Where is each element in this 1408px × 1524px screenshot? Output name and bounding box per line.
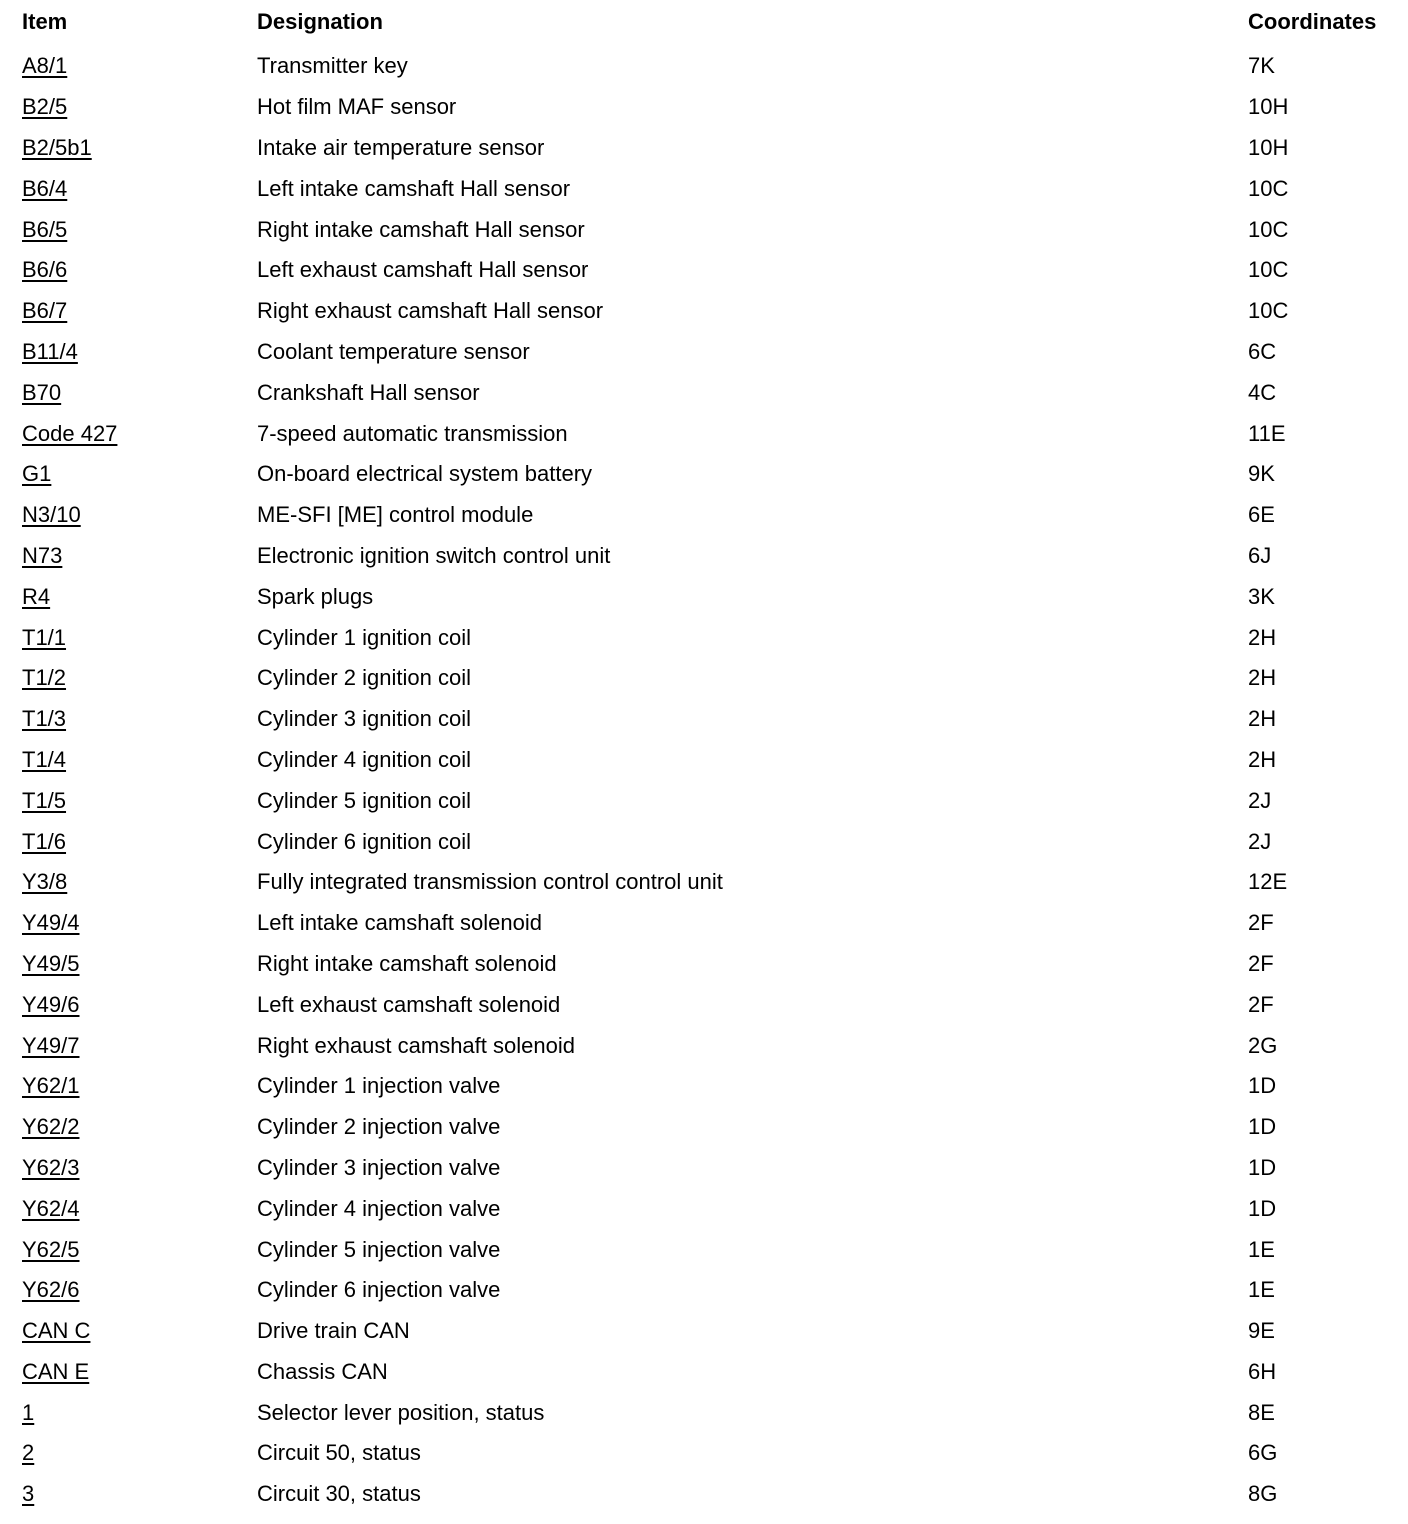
coordinates-cell: 6C bbox=[1248, 338, 1277, 364]
table-row bbox=[0, 332, 1408, 373]
item-link[interactable]: B6/6 bbox=[22, 257, 68, 283]
item-cell bbox=[0, 168, 257, 209]
table-row bbox=[0, 1474, 1408, 1515]
item-link[interactable]: 2 bbox=[22, 1440, 35, 1466]
item-cell bbox=[0, 1392, 257, 1433]
item-link[interactable]: N73 bbox=[22, 542, 63, 568]
designation-cell: Left intake camshaft solenoid bbox=[257, 910, 542, 936]
coordinates-cell: 3K bbox=[1248, 583, 1275, 609]
item-link[interactable]: B6/4 bbox=[22, 175, 68, 201]
item-cell bbox=[0, 821, 257, 862]
coordinates-cell: 6J bbox=[1248, 542, 1272, 568]
table-row bbox=[0, 780, 1408, 821]
table-row bbox=[0, 495, 1408, 536]
item-cell bbox=[0, 46, 257, 87]
coordinates-cell: 10C bbox=[1248, 298, 1289, 324]
coordinates-cell: 6H bbox=[1248, 1358, 1277, 1384]
coordinates-cell: 2G bbox=[1248, 1032, 1278, 1058]
table-row bbox=[0, 1188, 1408, 1229]
item-link[interactable]: A8/1 bbox=[22, 53, 68, 79]
item-cell bbox=[0, 413, 257, 454]
item-link[interactable]: T1/5 bbox=[22, 787, 67, 813]
table-row bbox=[0, 1352, 1408, 1393]
coordinates-cell: 10H bbox=[1248, 94, 1289, 120]
item-link[interactable]: B70 bbox=[22, 379, 62, 405]
item-link[interactable]: Y62/3 bbox=[22, 1154, 80, 1180]
item-link[interactable]: B6/7 bbox=[22, 298, 68, 324]
table-row bbox=[0, 944, 1408, 985]
coordinates-cell: 10C bbox=[1248, 257, 1289, 283]
designation-cell: Circuit 30, status bbox=[257, 1481, 421, 1507]
designation-cell: Selector lever position, status bbox=[257, 1399, 545, 1425]
item-link[interactable]: N3/10 bbox=[22, 502, 81, 528]
coordinates-cell: 1D bbox=[1248, 1154, 1277, 1180]
header-coordinates: Coordinates bbox=[1248, 9, 1377, 34]
item-cell bbox=[0, 617, 257, 658]
designation-cell: Cylinder 4 injection valve bbox=[257, 1195, 501, 1221]
designation-cell: Cylinder 6 injection valve bbox=[257, 1277, 501, 1303]
table-row bbox=[0, 413, 1408, 454]
coordinates-cell: 1E bbox=[1248, 1236, 1275, 1262]
item-cell bbox=[0, 372, 257, 413]
item-link[interactable]: Y49/6 bbox=[22, 991, 80, 1017]
item-cell bbox=[0, 780, 257, 821]
item-link[interactable]: T1/1 bbox=[22, 624, 67, 650]
item-link[interactable]: G1 bbox=[22, 461, 52, 487]
item-link[interactable]: Y62/6 bbox=[22, 1277, 80, 1303]
item-link[interactable]: Y62/4 bbox=[22, 1195, 80, 1221]
table-row bbox=[0, 576, 1408, 617]
header-designation: Designation bbox=[257, 9, 383, 34]
item-cell bbox=[0, 495, 257, 536]
item-link[interactable]: Y3/8 bbox=[22, 869, 68, 895]
item-cell bbox=[0, 862, 257, 903]
coordinates-cell: 2F bbox=[1248, 950, 1274, 976]
item-cell bbox=[0, 699, 257, 740]
coordinates-cell: 10C bbox=[1248, 175, 1289, 201]
item-cell bbox=[0, 536, 257, 577]
table-row bbox=[0, 1229, 1408, 1270]
table-row bbox=[0, 1107, 1408, 1148]
item-cell bbox=[0, 984, 257, 1025]
table-row bbox=[0, 1148, 1408, 1189]
coordinates-cell: 8E bbox=[1248, 1399, 1275, 1425]
table-row bbox=[0, 128, 1408, 169]
designation-cell: Cylinder 6 ignition coil bbox=[257, 828, 471, 854]
coordinates-cell: 2H bbox=[1248, 706, 1277, 732]
table-row bbox=[0, 984, 1408, 1025]
designation-cell: Cylinder 5 injection valve bbox=[257, 1236, 501, 1262]
designation-cell: Crankshaft Hall sensor bbox=[257, 379, 480, 405]
item-link[interactable]: B2/5 bbox=[22, 94, 68, 120]
coordinates-cell: 2F bbox=[1248, 991, 1274, 1017]
item-cell bbox=[0, 1352, 257, 1393]
table-row bbox=[0, 46, 1408, 87]
item-link[interactable]: 1 bbox=[22, 1399, 35, 1425]
table-row bbox=[0, 87, 1408, 128]
coordinates-cell: 10C bbox=[1248, 216, 1289, 242]
item-link[interactable]: T1/3 bbox=[22, 706, 67, 732]
coordinates-cell: 12E bbox=[1248, 869, 1288, 895]
designation-cell: Right exhaust camshaft solenoid bbox=[257, 1032, 575, 1058]
item-link[interactable]: Y62/1 bbox=[22, 1073, 80, 1099]
table-row bbox=[0, 740, 1408, 781]
item-cell bbox=[0, 1229, 257, 1270]
designation-cell: Spark plugs bbox=[257, 583, 374, 609]
designation-cell: Cylinder 5 ignition coil bbox=[257, 787, 471, 813]
table-row bbox=[0, 821, 1408, 862]
table-row bbox=[0, 903, 1408, 944]
coordinates-cell: 1D bbox=[1248, 1195, 1277, 1221]
item-cell bbox=[0, 250, 257, 291]
coordinates-cell: 9E bbox=[1248, 1318, 1275, 1344]
coordinates-cell: 7K bbox=[1248, 53, 1275, 79]
item-link[interactable]: T1/6 bbox=[22, 828, 67, 854]
designation-cell: 7-speed automatic transmission bbox=[257, 420, 568, 446]
table-row bbox=[0, 454, 1408, 495]
item-cell bbox=[0, 740, 257, 781]
item-link[interactable]: Y49/5 bbox=[22, 950, 80, 976]
designation-cell: Left exhaust camshaft Hall sensor bbox=[257, 257, 589, 283]
item-link[interactable]: T1/2 bbox=[22, 665, 67, 691]
item-link[interactable]: Y62/5 bbox=[22, 1236, 80, 1262]
designation-cell: Electronic ignition switch control unit bbox=[257, 542, 611, 568]
table-row bbox=[0, 1392, 1408, 1433]
table-row bbox=[0, 1270, 1408, 1311]
coordinates-cell: 2F bbox=[1248, 910, 1274, 936]
coordinates-cell: 2H bbox=[1248, 624, 1277, 650]
item-cell bbox=[0, 658, 257, 699]
item-cell bbox=[0, 209, 257, 250]
item-cell bbox=[0, 576, 257, 617]
item-link[interactable]: Y49/4 bbox=[22, 910, 80, 936]
table-row bbox=[0, 862, 1408, 903]
coordinates-cell: 1D bbox=[1248, 1073, 1277, 1099]
designation-cell: Fully integrated transmission control control unit bbox=[257, 869, 723, 895]
table-row bbox=[0, 1433, 1408, 1474]
table-row bbox=[0, 250, 1408, 291]
designation-cell: Right intake camshaft Hall sensor bbox=[257, 216, 585, 242]
item-link[interactable]: Y49/7 bbox=[22, 1032, 80, 1058]
table-row bbox=[0, 372, 1408, 413]
designation-cell: Left intake camshaft Hall sensor bbox=[257, 175, 571, 201]
item-link[interactable]: B2/5b1 bbox=[22, 134, 92, 160]
header-item: Item bbox=[22, 9, 68, 34]
designation-cell: Hot film MAF sensor bbox=[257, 94, 457, 120]
item-cell bbox=[0, 332, 257, 373]
designation-cell: Cylinder 2 ignition coil bbox=[257, 665, 471, 691]
coordinates-cell: 11E bbox=[1248, 420, 1286, 446]
coordinates-cell: 6G bbox=[1248, 1440, 1278, 1466]
designation-cell: Cylinder 2 injection valve bbox=[257, 1114, 501, 1140]
table-row bbox=[0, 1311, 1408, 1352]
header-row bbox=[0, 0, 1408, 46]
item-cell bbox=[0, 128, 257, 169]
designation-cell: Left exhaust camshaft solenoid bbox=[257, 991, 561, 1017]
coordinates-cell: 6E bbox=[1248, 502, 1275, 528]
table-row bbox=[0, 699, 1408, 740]
item-cell bbox=[0, 291, 257, 332]
coordinates-cell: 9K bbox=[1248, 461, 1275, 487]
table-row bbox=[0, 617, 1408, 658]
item-link[interactable]: B11/4 bbox=[22, 338, 78, 364]
table-row bbox=[0, 291, 1408, 332]
item-cell bbox=[0, 903, 257, 944]
designation-cell: Right exhaust camshaft Hall sensor bbox=[257, 298, 604, 324]
coordinates-cell: 1E bbox=[1248, 1277, 1275, 1303]
item-cell bbox=[0, 1270, 257, 1311]
designation-cell: Coolant temperature sensor bbox=[257, 338, 530, 364]
coordinates-cell: 2J bbox=[1248, 828, 1272, 854]
table-header bbox=[0, 0, 1408, 46]
item-link[interactable]: CAN E bbox=[22, 1358, 90, 1384]
coordinates-cell: 8G bbox=[1248, 1481, 1278, 1507]
item-link[interactable]: B6/5 bbox=[22, 216, 68, 242]
coordinates-cell: 2H bbox=[1248, 746, 1277, 772]
designation-cell: ME-SFI [ME] control module bbox=[257, 502, 534, 528]
designation-cell: Right intake camshaft solenoid bbox=[257, 950, 557, 976]
item-cell bbox=[0, 1433, 257, 1474]
item-link[interactable]: T1/4 bbox=[22, 746, 67, 772]
designation-cell: Cylinder 3 ignition coil bbox=[257, 706, 471, 732]
designation-cell: Chassis CAN bbox=[257, 1358, 388, 1384]
table-row bbox=[0, 658, 1408, 699]
table-body bbox=[0, 46, 1408, 1515]
item-cell bbox=[0, 1188, 257, 1229]
table-row bbox=[0, 536, 1408, 577]
coordinates-cell: 2H bbox=[1248, 665, 1277, 691]
item-link[interactable]: Y62/2 bbox=[22, 1114, 80, 1140]
designation-cell: Circuit 50, status bbox=[257, 1440, 421, 1466]
coordinates-cell: 4C bbox=[1248, 379, 1277, 405]
item-cell bbox=[0, 1025, 257, 1066]
designation-cell: Drive train CAN bbox=[257, 1318, 410, 1344]
item-cell bbox=[0, 87, 257, 128]
coordinates-cell: 2J bbox=[1248, 787, 1272, 813]
designation-cell: On-board electrical system battery bbox=[257, 461, 593, 487]
item-cell bbox=[0, 944, 257, 985]
coordinates-cell: 1D bbox=[1248, 1114, 1277, 1140]
designation-cell: Cylinder 3 injection valve bbox=[257, 1154, 501, 1180]
item-cell bbox=[0, 1066, 257, 1107]
table-row bbox=[0, 168, 1408, 209]
table-row bbox=[0, 209, 1408, 250]
coordinates-cell: 10H bbox=[1248, 134, 1289, 160]
item-cell bbox=[0, 1148, 257, 1189]
item-link[interactable]: 3 bbox=[22, 1481, 35, 1507]
item-link[interactable]: CAN C bbox=[22, 1318, 91, 1344]
item-cell bbox=[0, 454, 257, 495]
table-row bbox=[0, 1066, 1408, 1107]
designation-cell: Transmitter key bbox=[257, 53, 408, 79]
designation-cell: Cylinder 4 ignition coil bbox=[257, 746, 471, 772]
designation-cell: Cylinder 1 injection valve bbox=[257, 1073, 501, 1099]
item-cell bbox=[0, 1311, 257, 1352]
designation-cell: Cylinder 1 ignition coil bbox=[257, 624, 471, 650]
item-cell bbox=[0, 1474, 257, 1515]
item-cell bbox=[0, 1107, 257, 1148]
item-link[interactable]: R4 bbox=[22, 583, 51, 609]
designation-cell: Intake air temperature sensor bbox=[257, 134, 545, 160]
table-row bbox=[0, 1025, 1408, 1066]
item-link[interactable]: Code 427 bbox=[22, 420, 118, 446]
